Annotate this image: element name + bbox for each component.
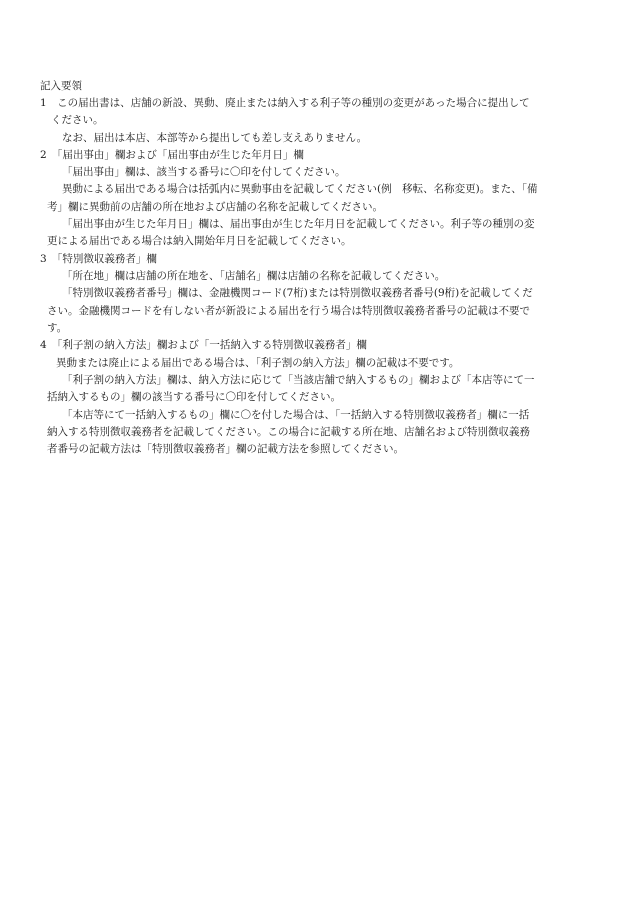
item-2-para-1: 「届出事由」欄は、該当する番号に〇印を付してください。 [62, 166, 346, 178]
item-2-para-2-line-2: 考」欄に異動前の店舗の所在地および店舗の名称を記載してください。 [47, 201, 383, 213]
item-3-para-1: 「所在地」欄は店舗の所在地を、「店舗名」欄は店舗の名称を記載してください。 [62, 270, 446, 282]
item-4-para-2-line-1: 「利子割の納入方法」欄は、納入方法に応じて「当該店舗で納入するもの」欄および「本店等にて一 [62, 374, 535, 386]
item-4-para-1: 異動または廃止による届出である場合は、「利子割の納入方法」欄の記載は不要です。 [56, 357, 460, 369]
item-2-heading: 2 「届出事由」欄および「届出事由が生じた年月日」欄 [40, 149, 304, 161]
item-1-line-2: ください。 [51, 114, 104, 126]
item-2-para-2-line-1: 異動による届出である場合は括弧内に異動事由を記載してください(例 移転、名称変更)。また、「備 [62, 183, 538, 195]
item-3-heading: 3 「特別徴収義務者」欄 [40, 253, 157, 265]
item-1-note: なお、届出は本店、本部等から提出しても差し支えありません。 [62, 132, 368, 144]
item-4-para-3-line-2: 納入する特別徴収義務者を記載してください。この場合に記載する所在地、店舗名および特別徴収義務 [47, 426, 530, 438]
item-4-para-3-line-3: 者番号の記載方法は「特別徴収義務者」欄の記載方法を参照してください。 [47, 443, 404, 455]
document-title: 記入要領 [40, 80, 82, 92]
item-4-para-2-line-2: 括納入するもの」欄の該当する番号に〇印を付してください。 [47, 391, 341, 403]
item-2-para-3-line-2: 更による届出である場合は納入開始年月日を記載してください。 [47, 235, 352, 247]
item-1-line-1: 1 この届出書は、店舗の新設、異動、廃止または納入する利子等の種別の変更があった場合に提出して [40, 97, 530, 109]
item-2-para-3-line-1: 「届出事由が生じた年月日」欄は、届出事由が生じた年月日を記載してください。利子等の種別の変 [62, 218, 535, 230]
item-3-para-2-line-1: 「特別徴収義務者番号」欄は、金融機関コード(7桁)または特別徴収義務者番号(9桁)を記載してくだ [62, 287, 533, 299]
item-3-para-2-line-3: す。 [47, 322, 68, 334]
item-3-para-2-line-2: さい。金融機関コードを有しない者が新設による届出を行う場合は特別徴収義務者番号の記載は不要で [47, 305, 530, 317]
item-4-para-3-line-1: 「本店等にて一括納入するもの」欄に〇を付した場合は、「一括納入する特別徴収義務者」欄に一括 [62, 409, 530, 421]
item-4-heading: 4 「利子割の納入方法」欄および「一括納入する特別徴収義務者」欄 [40, 339, 367, 351]
